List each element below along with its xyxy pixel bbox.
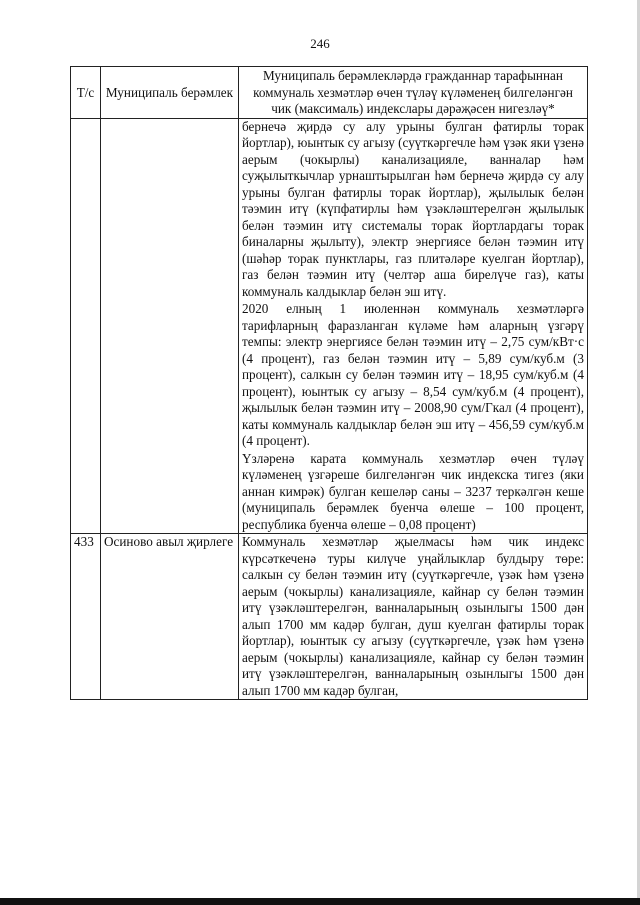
basis-paragraph: Коммуналь хезмәтләр җыелмасы һәм чик индекс күрсәткеченә туры килүче уңайлыклар булдыру төре: салкын су белән тәэмин итү (суүткәргечле, үзәк һәм үзенә аерым (чокырлы) канализацияле, кайнар су белән тәэмин итү үзәкләштерелгән, ванналарының озынлыгы 1500 дән алып 1700 мм кадәр булган, душ куелган фатирлы торак йортлар), юынтык су агызу (суүткәргечле, үзәк һәм үзенә аерым (чокырлы) канализацияле, кайнар су белән тәэмин итү үзәкләштерелгән, ванналарының озынлыгы 1500 дән алып 1700 мм кадәр булган, — [242, 534, 584, 698]
scan-bottom-band — [0, 898, 640, 905]
table-row-continuation — [71, 118, 588, 534]
row-basis-text — [239, 534, 588, 700]
table-header-row — [71, 67, 588, 119]
basis-paragraph: бернечә җирдә су алу урыны булган фатирлы торак йортлар), юынтык су агызу (суүткәргечле һәм үзәк яки үзенә аерым (чокырлы) канализацияле, ванналар һәм суҗылыткычлар урнаштырылган һәм бернечә җирдә су алу урыны булган фатирлы торак йортлар), җылылык белән тәэмин итү (күпфатирлы һәм үзәкләштерелгән җылылык белән тәэмин итү системалы торак йортлардагы торак биналарны җылыту), электр энергиясе белән тәэмин итү (шәһәр торак пунктлары, газ плитәләре куелган йортлар), газ белән тәэмин итү (челтәр аша бирелүче газ), каты коммуналь калдыклар белән эш итү. — [242, 118, 584, 299]
row-municipality — [101, 118, 239, 534]
table-row-433 — [71, 534, 588, 700]
row-municipality: Осиново авыл җирлеге — [101, 534, 239, 700]
header-number: Т/с — [71, 67, 101, 119]
header-municipality: Муниципаль берәмлек — [101, 67, 239, 119]
basis-paragraph: Үзләренә карата коммуналь хезмәтләр өчен түләү күләменең үзгәреше билгеләнгән чик индекска тигез (яки аннан кимрәк) булган кешеләр саны – 3237 теркәлгән кеше (муниципаль берәмлек буенча өлеше – 100 процент, республика буенча өлеше – 0,08 процент) — [242, 450, 584, 532]
row-number — [71, 118, 101, 534]
page-number: 246 — [310, 36, 330, 51]
row-basis-text — [239, 118, 588, 534]
tariff-index-table — [70, 66, 588, 700]
basis-paragraph: 2020 елның 1 июленнән коммуналь хезмәтләргә тарифларның фаразланган күләме һәм аларның үзгәрү темпы: электр энергиясе белән тәэмин итү – 2,75 сум/кВт·с (4 процент), газ белән тәэмин итү – 5,89 сум/куб.м (3 процент), салкын су белән тәэмин итү – 18,95 сум/куб.м (4 процент), юынтык су агызу – 8,54 сум/куб.м (4 процент), җылылык белән тәэмин итү – 2008,90 сум/Гкал (4 процент), каты коммуналь калдыклар белән эш итү – 456,59 сум/куб.м (4 процент). — [242, 301, 584, 448]
header-basis: Муниципаль берәмлекләрдә гражданнар тарафыннан коммуналь хезмәтләр өчен түләү күләменең билгеләнгән чик (максималь) индекслары дәрәҗәсен нигезләү* — [239, 67, 588, 119]
row-number: 433 — [71, 534, 101, 700]
